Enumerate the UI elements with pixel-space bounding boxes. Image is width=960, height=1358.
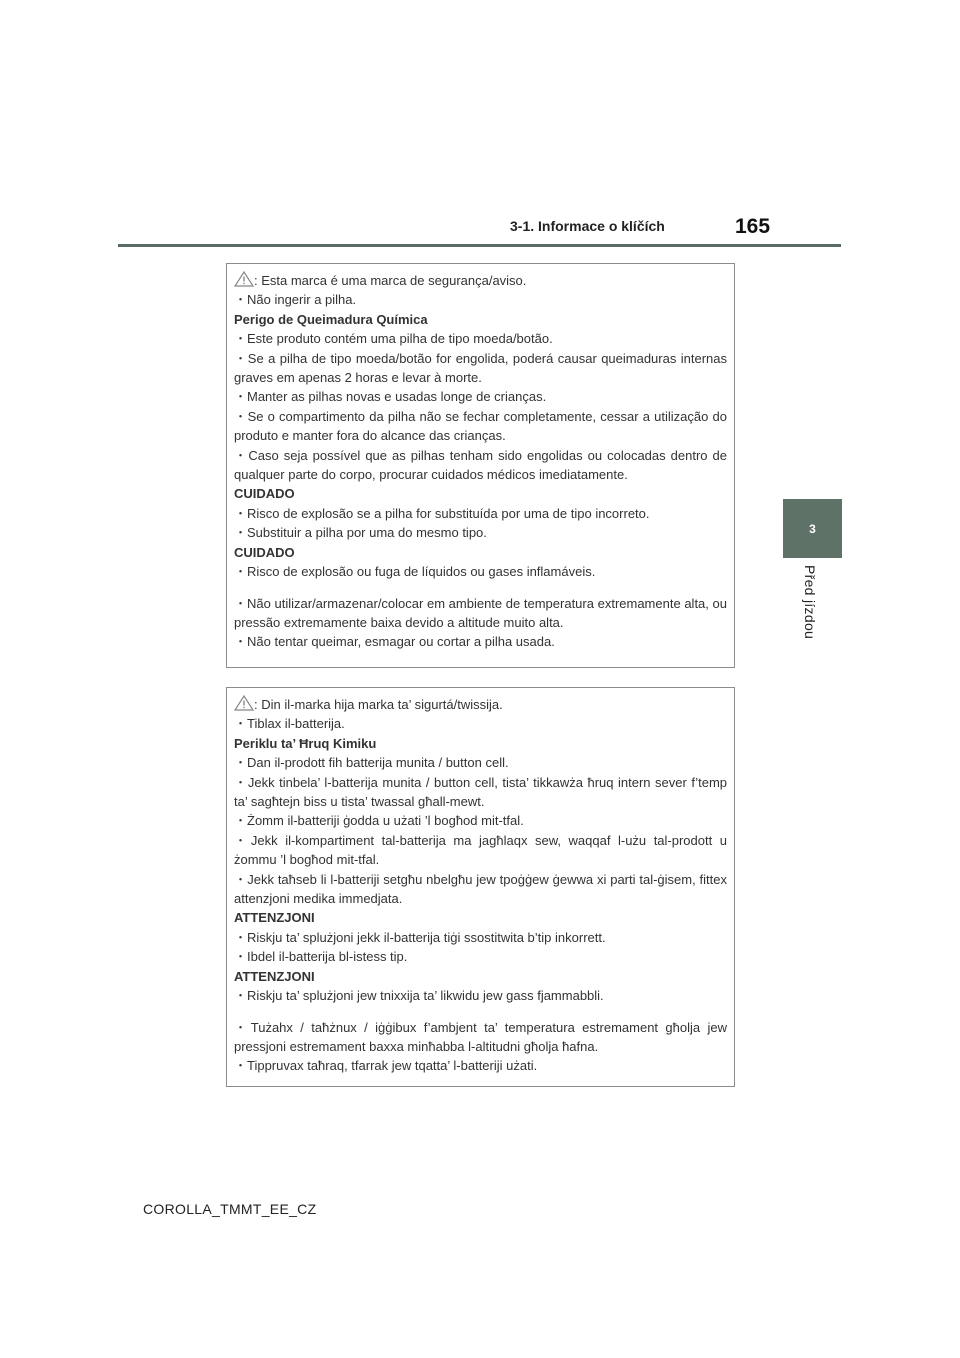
notice-heading: Periklu ta’ Ħruq Kimiku (234, 735, 377, 751)
notice-heading: Perigo de Queimadura Química (234, 311, 428, 327)
notice-line: ・Não ingerir a pilha. (234, 292, 357, 308)
notice-line: ・Riskju ta’ splużjoni jew tnixxija ta’ likwidu jew gass fjammabbli. (234, 988, 604, 1004)
notice-line: ・Não utilizar/armazenar/colocar em ambiente de temperatura extremamente alta, ou pressão extremamente baixa devido a altitude muito alta. (234, 595, 727, 630)
notice-line: ・Este produto contém uma pilha de tipo moeda/botão. (234, 331, 553, 347)
notice-line: ・Dan il-prodott fih batterija munita / button cell. (234, 755, 509, 771)
chapter-title: Před jízdou (802, 565, 818, 640)
notice-line: ・Tużahx / taħżnux / iġġibux f’ambjent ta’ temperatura estremament għolja jew pressjoni estremament baxxa minħabba l-altitudni għolja ħafna. (234, 1019, 727, 1054)
footer-code: COROLLA_TMMT_EE_CZ (143, 1201, 317, 1217)
notice-line: ・Substituir a pilha por uma do mesmo tipo. (234, 525, 487, 541)
warning-triangle-icon (234, 695, 254, 711)
notice-line: ・Tiblax il-batterija. (234, 716, 345, 732)
warning-label: : Din il-marka hija marka ta’ sigurtá/twissija. (254, 697, 503, 712)
header-rule (118, 244, 841, 247)
notice-line: ・Manter as pilhas novas e usadas longe de crianças. (234, 389, 547, 405)
notice-line: ・Se o compartimento da pilha não se fechar completamente, cessar a utilização do produto e manter fora do alcance das crianças. (234, 408, 727, 444)
notice-heading: CUIDADO (234, 486, 295, 502)
notice-box-portuguese (226, 263, 735, 668)
warning-line (234, 271, 727, 290)
notice-line: ・Jekk taħseb li l-batteriji setgħu nbelgħu jew tpoġġew ġewwa xi parti tal-ġisem, fittex attenzjoni medika immedjata. (234, 871, 727, 907)
notice-line: ・Não tentar queimar, esmagar ou cortar a pilha usada. (234, 634, 555, 650)
notice-line: ・Caso seja possível que as pilhas tenham sido engolidas ou colocadas dentro de qualquer parte do corpo, procurar cuidados médicos imediatamente. (234, 447, 727, 483)
notice-line: ・Se a pilha de tipo moeda/botão for engolida, poderá causar queimaduras internas graves em apenas 2 horas e levar à morte. (234, 350, 727, 386)
page-number: 165 (735, 215, 771, 238)
notice-heading: ATTENZJONI (234, 968, 315, 984)
notice-line: ・Żomm il-batteriji ġodda u użati ’l bogħod mit-tfal. (234, 813, 524, 829)
notice-line: ・Risco de explosão ou fuga de líquidos ou gases inflamáveis. (234, 564, 596, 580)
section-title: 3-1. Informace o klíčích (510, 218, 665, 234)
notice-line: ・Risco de explosão se a pilha for substituída por uma de tipo incorreto. (234, 505, 650, 521)
warning-line (234, 695, 727, 714)
chapter-number: 3 (809, 521, 816, 536)
notice-line: ・Jekk tinbela’ l-batterija munita / button cell, tista’ tikkawża ħruq intern sever f’temp ta’ sagħtejn biss u tista’ twassal għall-mewt. (234, 774, 727, 810)
warning-triangle-icon (234, 271, 254, 287)
notice-heading: ATTENZJONI (234, 910, 315, 926)
notice-line: ・Riskju ta’ splużjoni jekk il-batterija tiġi ssostitwita b’tip inkorrett. (234, 929, 606, 945)
notice-line: ・Jekk il-kompartiment tal-batterija ma jagħlaqx sew, waqqaf l-użu tal-prodott u żommu ’l bogħod mit-tfal. (234, 832, 727, 868)
warning-label: : Esta marca é uma marca de segurança/aviso. (254, 273, 527, 288)
chapter-tab[interactable] (783, 499, 842, 558)
notice-line: ・Ibdel il-batterija bl-istess tip. (234, 949, 408, 965)
notice-heading: CUIDADO (234, 544, 295, 560)
notice-line: ・Tippruvax taħraq, tfarrak jew tqatta’ l-batteriji użati. (234, 1058, 538, 1074)
notice-box-maltese (226, 687, 735, 1087)
